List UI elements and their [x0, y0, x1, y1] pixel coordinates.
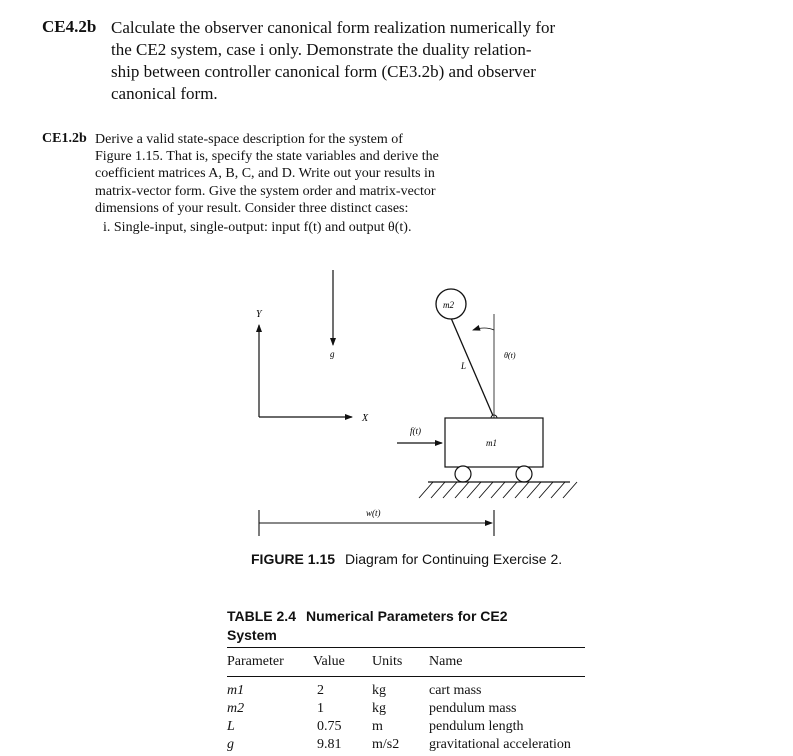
table-cell-value: 0.75 — [317, 719, 342, 734]
force-label: f(t) — [410, 426, 421, 436]
table-header-value: Value — [313, 654, 345, 669]
angle-arc — [473, 328, 494, 330]
table-cell-param: g — [227, 737, 234, 752]
table-title — [227, 607, 557, 645]
exercise-ce12-line: dimensions of your result. Consider three distinct cases: — [95, 200, 409, 216]
mass2-label: m2 — [443, 300, 454, 310]
x-axis-label: X — [362, 413, 369, 424]
table-top-rule — [227, 647, 585, 648]
table-cell-value: 1 — [317, 701, 324, 716]
figure-caption — [251, 551, 562, 567]
table-cell-param: L — [227, 719, 235, 734]
coordinate-axes — [259, 325, 352, 417]
mass1-label: m1 — [486, 438, 497, 448]
table-title-text: Numerical Parameters for CE2 System — [227, 608, 508, 643]
table-cell-param — [227, 683, 244, 699]
exercise-ce42-line: Calculate the observer canonical form realization numerically for — [111, 18, 556, 37]
cart-wheel-right — [516, 466, 532, 482]
table-cell-units: m — [372, 719, 383, 734]
table-cell-units: kg — [372, 683, 386, 698]
ground — [419, 482, 577, 498]
param-symbol: m1 — [227, 683, 245, 698]
case-i-line: i. Single-input, single-output: input f(t) and output θ(t). — [103, 220, 412, 235]
exercise-ce42-label: CE4.2b — [42, 17, 97, 36]
param-symbol: m2 — [227, 701, 245, 716]
table-header-units: Units — [372, 654, 403, 669]
table-cell-name: cart mass — [429, 683, 482, 698]
exercise-ce12-line: coefficient matrices A, B, C, and D. Write out your results in — [95, 166, 435, 182]
table-cell-value: 9.81 — [317, 737, 342, 752]
exercise-ce42-line: the CE2 system, case i only. Demonstrate the duality relation- — [111, 40, 532, 59]
exercise-ce42-line: canonical form. — [111, 84, 218, 103]
table-cell-units: kg — [372, 701, 386, 716]
figure-number: FIGURE 1.15 — [251, 551, 336, 567]
y-axis-label: Y — [256, 309, 262, 320]
exercise-ce12-line: Figure 1.15. That is, specify the state variables and derive the — [95, 149, 439, 165]
table-number: TABLE 2.4 — [227, 608, 296, 624]
gravity-label: g — [330, 349, 335, 359]
exercise-ce12-line: Derive a valid state-space description for the system of — [95, 132, 403, 147]
length-label: L — [461, 361, 467, 371]
table-cell-units: m/s2 — [372, 737, 400, 752]
table-cell-name: pendulum length — [429, 719, 524, 734]
angle-label: θ(t) — [504, 351, 516, 360]
table-cell-param — [227, 701, 244, 717]
table-header-name: Name — [429, 654, 463, 669]
exercise-ce42-line: ship between controller canonical form (CE3.2b) and observer — [111, 62, 536, 81]
table-cell-name: gravitational acceleration — [429, 737, 571, 752]
figure-caption-text: Diagram for Continuing Exercise 2. — [345, 551, 563, 567]
table-header-parameter: Parameter — [227, 654, 284, 669]
pendulum-rod — [451, 318, 494, 418]
table-cell-name: pendulum mass — [429, 701, 517, 716]
table-cell-value: 2 — [317, 683, 324, 698]
exercise-ce12-line: matrix-vector form. Give the system order and matrix-vector — [95, 183, 436, 199]
table-header-rule — [227, 676, 585, 677]
displacement-label: w(t) — [366, 508, 381, 518]
cart-wheel-left — [455, 466, 471, 482]
exercise-ce12-label: CE1.2b — [42, 131, 87, 146]
